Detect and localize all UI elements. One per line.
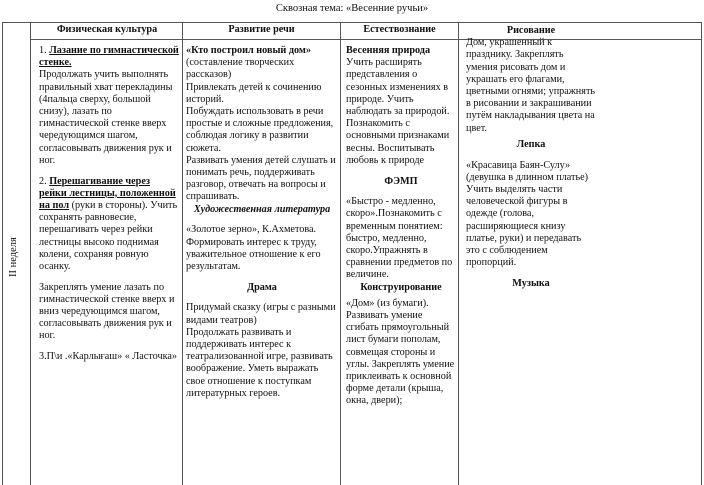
phys-game: 3.П\и .«Карлығаш» « Ласточка» [39,351,177,363]
construction-title: Конструирование [360,281,442,293]
header-speech-development: Развитие речи [228,24,295,35]
table-top-border [2,22,702,23]
drawing-text: Дом, украшенный к празднику. Закреплять умения рисовать дом и украшать его флагами, цветными огнями; упражнять в рисовании и закрашивании путём накладывания цвета на цвет. [466,37,596,134]
drama-title: Драма [247,281,277,293]
music-title: Музыка [512,277,550,289]
phys-item-1-text: Продолжать учить выполнять правильный хват перекладины (4пальца сверху, большой снизу), лазать по гимнастической стенке вверх чередующимся шагом, согласовывать движения рук и ног. [39,69,173,166]
week-label-cell [0,29,28,485]
phys-item-1-title: Лазание по гимнастической стенке. [39,45,179,69]
speech-item-1 [186,45,338,204]
column-divider-3 [340,22,341,485]
modeling-title: Лепка [516,138,546,150]
header-natural-science: Естествознание [363,24,436,35]
speech-item-1-title: «Кто построил новый дом» [186,45,311,56]
nature-topic-title: Весенняя природа [346,45,431,56]
phys-item-2-title: Перешагивание через рейки лестницы, положенной на пол [39,175,176,211]
column-speech-development [186,45,338,485]
math-title: ФЭМП [384,175,418,187]
column-divider-1 [30,22,31,485]
phys-item-2-text: (руки в стороны). Учить сохранять равновесие, перешагивать через рейки лестницы высоко поднимая колени, сохраняя ровную осанку. [39,199,178,272]
drama-text: Придумай сказку (игры с разными видами театров) Продолжать развивать и поддерживать интерес к театрализованной игре, развивать воображение. Уметь выражать свое отношение к поступкам литературных героев. [186,302,336,399]
phys-item-2: 2. Перешагивание через рейки лестницы, положенной на пол (руки в стороны). Учить сохранять равновесие, перешагивать через рейки лестницы высоко поднимая колени, сохраняя ровную осанку. [39,175,178,272]
literature-text: «Золотое зерно», К.Ахметова. Формировать интерес к труду, уважительное отношение к его результатам. [186,224,321,272]
math-text: «Быстро - медленно, скоро».Познакомить с временным понятием: быстро, медленно, скоро.Упражнять в сравнении предметов по величине. [346,196,453,281]
modeling-text: «Красавица Баян-Сулу» (девушка в длинном платье) Учить выделять части человеческой фигуры в одежде (голова, расширяющиеся книзу платье, руки) и передавать это с соблюдением пропорций. [466,159,589,269]
literature-title: Художественная литература [193,203,331,215]
phys-consolidate-text: Закреплять умение лазать по гимнастической стенке вверх и вниз чередующимся шагом, согласовывать движения рук и ног. [39,281,175,342]
week-label: II неделя [7,237,19,277]
header-row-border [30,39,702,40]
table-right-border [701,22,702,485]
construction-text: «Дом» (из бумаги). Развивать умение сгибать прямоугольный лист бумаги пополам, совмещая стороны и углы. Закреплять умение приклеивать к основной форме детали (крыша, окна, двери); [346,297,455,407]
column-divider-4 [458,22,459,485]
header-drawing: Рисование [506,25,556,36]
column-natural-science [346,45,456,485]
column-art [466,25,596,485]
column-physical-education [39,45,179,485]
speech-item-1-text: (составление творческих рассказов) Привлекать детей к сочинению историй. Побуждать использовать в речи простые и сложные предложения, соблюдая логику в развитии сюжета. Развивать умения детей слушать и понимать речь, поддерживать разговор, отвечать на вопросы и спрашивать. [186,57,336,203]
nature-topic-text: Учить расширять представления о сезонных изменениях в природе. Учить наблюдать за природой. Познакомить с основными признаками весны. Воспитывать любовь к природе [346,57,450,166]
header-physical-education: Физическая культура [56,24,158,35]
column-divider-2 [182,22,183,485]
phys-item-1-heading: 1. Лазание по гимнастической стенке. [39,45,179,69]
page-title: Сквозная тема: «Весенние ручьи» [275,3,429,14]
